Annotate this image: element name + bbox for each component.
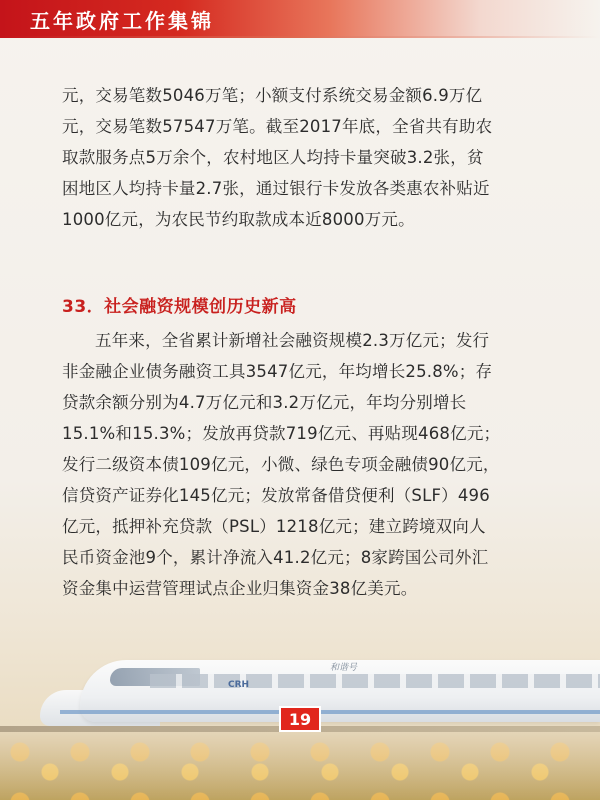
- section-heading: 33．社会融资规模创历史新高: [62, 297, 297, 317]
- section-line: 贷款余额分别为4.7万亿元和3.2万亿元，年均分别增长: [62, 393, 467, 412]
- section-paragraph: [62, 325, 562, 604]
- train-name: 和谐号: [330, 663, 358, 673]
- header-band: [0, 0, 600, 36]
- page-number: 19: [288, 709, 312, 729]
- intro-line: 1000亿元，为农民节约取款成本近8000万元。: [62, 210, 415, 229]
- section-line: 信贷资产证券化145亿元；发放常备借贷便利（SLF）496: [62, 486, 490, 505]
- train-stripe: [60, 710, 600, 714]
- intro-line: 元，交易笔数5046万笔；小额支付系统交易金额6.9万亿: [62, 86, 483, 105]
- train-logo: CRH: [228, 680, 250, 690]
- intro-paragraph: [62, 80, 552, 235]
- page-number-badge: [279, 706, 321, 732]
- train-windows: [150, 674, 600, 688]
- section-line: 非金融企业债务融资工具3547亿元，年均增长25.8%；存: [62, 362, 493, 381]
- intro-line: 困地区人均持卡量2.7张，通过银行卡发放各类惠农补贴近: [62, 179, 490, 198]
- section-line: 15.1%和15.3%；发放再贷款719亿元、再贴现468亿元；: [62, 424, 501, 443]
- section-line: 亿元，抵押补充贷款（PSL）1218亿元；建立跨境双向人: [62, 517, 486, 536]
- header-title: 五年政府工作集锦: [30, 9, 214, 33]
- section-line: 资金集中运营管理试点企业归集资金38亿美元。: [62, 579, 418, 598]
- header-divider: [0, 36, 600, 38]
- intro-line: 取款服务点5万余个，农村地区人均持卡量突破3.2张，贫: [62, 148, 484, 167]
- section-line: 发行二级资本债109亿元，小微、绿色专项金融债90亿元，: [62, 455, 500, 474]
- section-line: 民币资金池9个，累计净流入41.2亿元；8家跨国公司外汇: [62, 548, 489, 567]
- field-overlay: [0, 732, 600, 800]
- intro-line: 元，交易笔数57547万笔。截至2017年底，全省共有助农: [62, 117, 493, 136]
- section-line: 五年来，全省累计新增社会融资规模2.3万亿元；发行: [95, 331, 490, 350]
